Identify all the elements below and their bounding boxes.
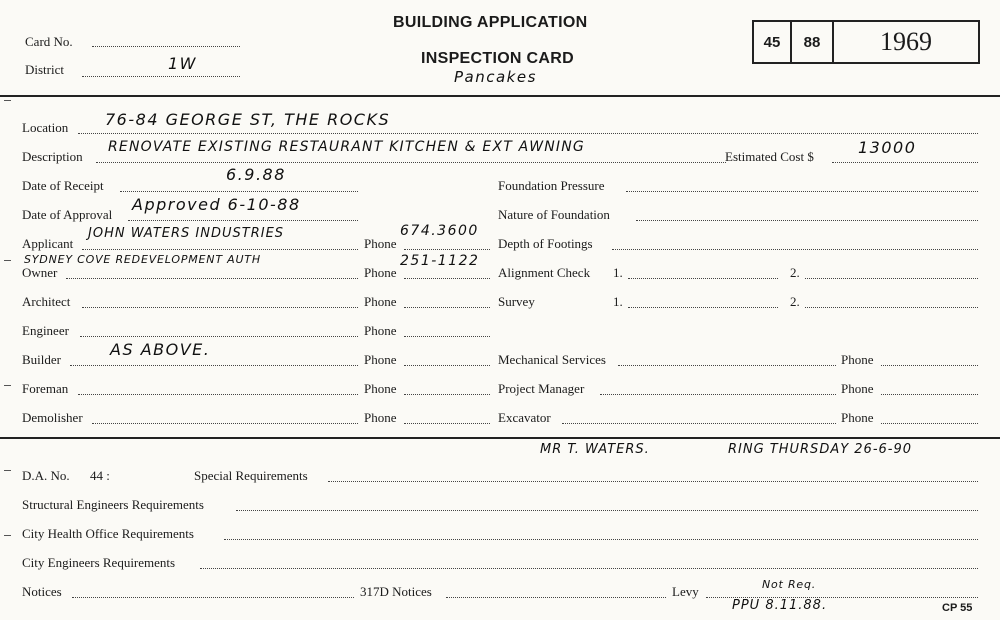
mechanical-services-label: Mechanical Services xyxy=(498,352,606,367)
demolisher-phone-line xyxy=(404,423,490,424)
structural-label: Structural Engineers Requirements xyxy=(22,497,204,512)
district-value: 1W xyxy=(168,54,197,73)
location-value: 76-84 GEORGE ST, THE ROCKS xyxy=(105,110,391,129)
city-health-label: City Health Office Requirements xyxy=(22,526,194,541)
excavator-phone-line xyxy=(881,423,978,424)
margin-tick xyxy=(4,385,11,386)
engineer-label: Engineer xyxy=(22,323,69,338)
foundation-pressure-line xyxy=(626,191,978,192)
demolisher-phone-label: Phone xyxy=(364,410,397,425)
project-manager-phone-line xyxy=(881,394,978,395)
city-health-line xyxy=(224,539,978,540)
depth-of-footings-label: Depth of Footings xyxy=(498,236,593,251)
margin-tick xyxy=(4,100,11,101)
city-engineers-line xyxy=(200,568,978,569)
owner-phone-value: 251-1122 xyxy=(400,253,480,269)
handwritten-note: Pancakes xyxy=(454,68,537,86)
foreman-label: Foreman xyxy=(22,381,69,396)
builder-phone-line xyxy=(404,365,490,366)
owner-line xyxy=(66,278,358,279)
owner-phone-line xyxy=(404,278,490,279)
description-label: Description xyxy=(22,149,83,164)
date-of-approval-line xyxy=(128,220,358,221)
demolisher-line xyxy=(92,423,358,424)
estimated-cost-line xyxy=(832,162,978,163)
owner-phone-label: Phone xyxy=(364,265,397,280)
builder-line xyxy=(70,365,358,366)
applicant-label: Applicant xyxy=(22,236,74,251)
excavator-line xyxy=(562,423,836,424)
date-of-approval-label: Date of Approval xyxy=(22,207,113,222)
notices-label: Notices xyxy=(22,584,62,599)
estimated-cost-value: 13000 xyxy=(858,138,917,157)
notices-317d-label: 317D Notices xyxy=(360,584,432,599)
foreman-phone-label: Phone xyxy=(364,381,397,396)
levy-value: Not Req. xyxy=(762,578,817,591)
date-of-receipt-line xyxy=(120,191,358,192)
applicant-phone-value: 674.3600 xyxy=(400,223,479,239)
district-label: District xyxy=(25,62,64,77)
architect-line xyxy=(82,307,358,308)
notices-317d-line xyxy=(446,597,666,598)
alignment-check-1-line xyxy=(628,278,778,279)
date-of-approval-value: Approved 6-10-88 xyxy=(132,195,301,214)
special-requirements-line xyxy=(328,481,978,482)
architect-phone-label: Phone xyxy=(364,294,397,309)
title-line-2: INSPECTION CARD xyxy=(421,50,574,67)
margin-tick xyxy=(4,535,11,536)
foreman-phone-line xyxy=(404,394,490,395)
notices-line xyxy=(72,597,354,598)
date-of-receipt-value: 6.9.88 xyxy=(226,165,286,184)
margin-tick xyxy=(4,470,11,471)
middle-rule xyxy=(0,437,1000,439)
contact-note-2: RING THURSDAY 26-6-90 xyxy=(728,442,913,457)
excavator-label: Excavator xyxy=(498,410,551,425)
mechanical-services-line xyxy=(618,365,836,366)
title-line-1: BUILDING APPLICATION xyxy=(393,14,588,31)
alignment-check-1: 1. xyxy=(613,265,623,280)
applicant-phone-label: Phone xyxy=(364,236,397,251)
card-no-label: Card No. xyxy=(25,34,73,49)
alignment-check-2-line xyxy=(805,278,978,279)
project-manager-line xyxy=(600,394,836,395)
owner-label: Owner xyxy=(22,265,58,280)
description-line xyxy=(96,162,726,163)
box-cell-3: 1969 xyxy=(880,27,932,56)
excavator-phone-label: Phone xyxy=(841,410,874,425)
builder-label: Builder xyxy=(22,352,61,367)
builder-value: AS ABOVE. xyxy=(110,340,211,359)
architect-label: Architect xyxy=(22,294,71,309)
da-no-label: D.A. No. xyxy=(22,468,70,483)
levy-label: Levy xyxy=(672,584,699,599)
city-engineers-label: City Engineers Requirements xyxy=(22,555,176,570)
foreman-line xyxy=(78,394,358,395)
location-label: Location xyxy=(22,120,69,135)
depth-of-footings-line xyxy=(612,249,978,250)
survey-2-line xyxy=(805,307,978,308)
district-line xyxy=(82,76,240,77)
description-value: RENOVATE EXISTING RESTAURANT KITCHEN & EXT AWNING xyxy=(108,139,585,155)
special-requirements-label: Special Requirements xyxy=(194,468,308,483)
location-line xyxy=(78,133,978,134)
engineer-phone-label: Phone xyxy=(364,323,397,338)
survey-1: 1. xyxy=(613,294,623,309)
structural-line xyxy=(236,510,978,511)
mechanical-services-phone-line xyxy=(881,365,978,366)
nature-of-foundation-line xyxy=(636,220,978,221)
mechanical-services-phone-label: Phone xyxy=(841,352,874,367)
survey-1-line xyxy=(628,307,778,308)
box-cell-1: 45 xyxy=(754,22,792,62)
survey-label: Survey xyxy=(498,294,535,309)
box-cell-2: 88 xyxy=(792,22,834,62)
card-no-line xyxy=(92,46,240,47)
contact-note: MR T. WATERS. xyxy=(540,442,650,457)
applicant-line xyxy=(82,249,358,250)
demolisher-label: Demolisher xyxy=(22,410,83,425)
date-of-receipt-label: Date of Receipt xyxy=(22,178,104,193)
margin-tick xyxy=(4,260,11,261)
alignment-check-2: 2. xyxy=(790,265,800,280)
nature-of-foundation-label: Nature of Foundation xyxy=(498,207,610,222)
alignment-check-label: Alignment Check xyxy=(498,265,591,280)
project-manager-label: Project Manager xyxy=(498,381,585,396)
survey-2: 2. xyxy=(790,294,800,309)
applicant-value: JOHN WATERS INDUSTRIES xyxy=(88,226,285,241)
form-code: CP 55 xyxy=(942,602,973,614)
project-manager-phone-label: Phone xyxy=(841,381,874,396)
applicant-phone-line xyxy=(404,249,490,250)
ppu-stamp: PPU 8.11.88. xyxy=(732,598,828,613)
da-no-value: 44 : xyxy=(90,468,110,483)
card-number-box xyxy=(752,20,980,64)
estimated-cost-label: Estimated Cost $ xyxy=(725,149,814,164)
top-rule xyxy=(0,95,1000,97)
owner-value: SYDNEY COVE REDEVELOPMENT AUTH xyxy=(24,253,261,266)
builder-phone-label: Phone xyxy=(364,352,397,367)
engineer-phone-line xyxy=(404,336,490,337)
architect-phone-line xyxy=(404,307,490,308)
engineer-line xyxy=(80,336,358,337)
foundation-pressure-label: Foundation Pressure xyxy=(498,178,605,193)
